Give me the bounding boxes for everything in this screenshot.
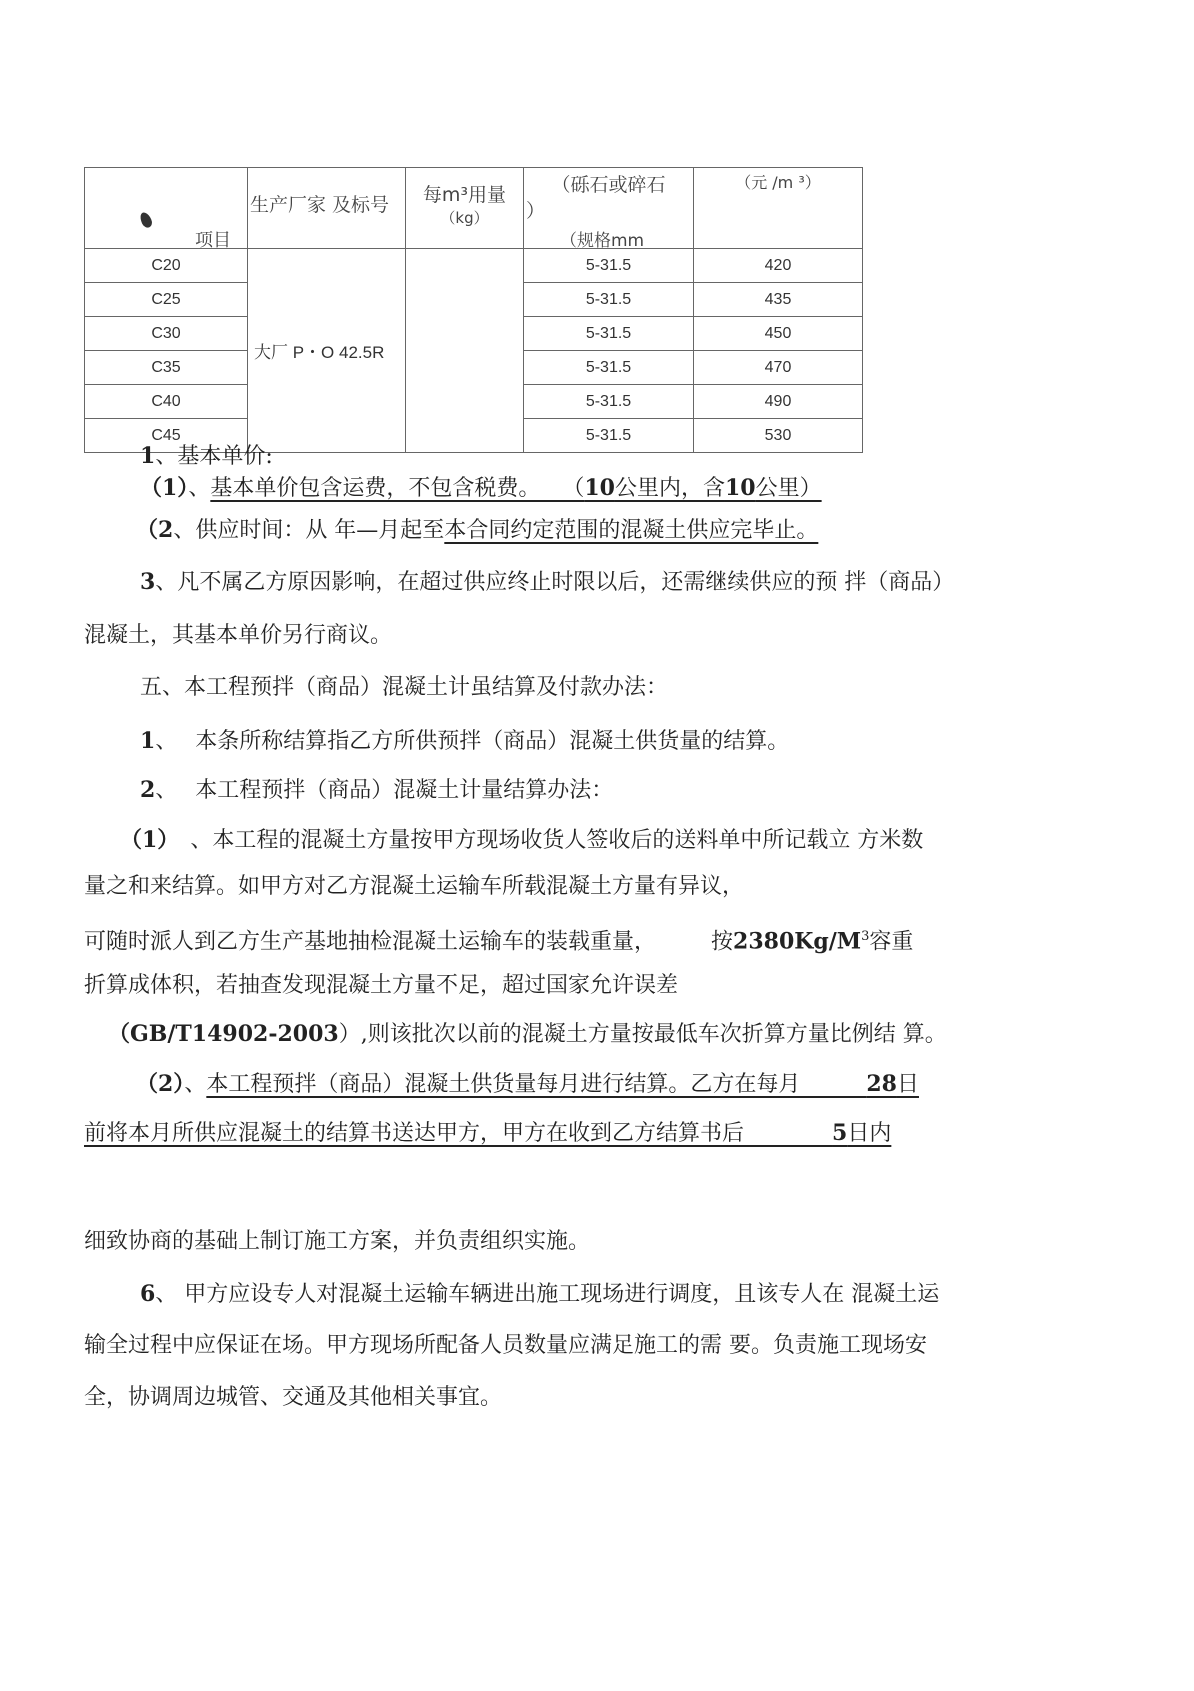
table-header-row: 项目 生产厂家 及标号 每m³用量 （kg） （砾石或碎石 ） （规格mm （元 /m ³） [85,168,863,249]
table-row: C30 5-31.5 450 [85,317,863,351]
header-usage: 每m³用量 [422,184,507,206]
usage-cell [406,249,524,453]
table-row: C40 5-31.5 490 [85,385,863,419]
clause-1-heading: 1、基本单价: [140,443,273,469]
ink-mark-icon [138,211,154,230]
paragraph-line: 前将本月所供应混凝土的结算书送达甲方，甲方在收到乙方结算书后 5日内 [84,1120,892,1146]
paragraph-line: （GB/T14902-2003）,则该批次以前的混凝土方量按最低车次折算方量比例结 算。 [108,1021,947,1047]
paragraph-line: 混凝土，其基本单价另行商议。 [84,623,393,648]
paragraph-line: 量之和来结算。如甲方对乙方混凝土运输车所载混凝土方量有异议， [84,874,745,899]
paragraph-line: 细致协商的基础上制订施工方案，并负责组织实施。 [84,1229,591,1254]
header-usage-unit: （kg） [440,209,489,227]
clause-1-2: （2、供应时间：从 年—月起至本合同约定范围的混凝土供应完毕止。 [136,517,819,543]
clause-5-2: 2、 本工程预拌（商品）混凝土计量结算办法： [140,777,614,803]
header-manufacturer: 生产厂家 及标号 [250,194,390,216]
header-item: 项目 [85,168,247,236]
clause-3: 3、凡不属乙方原因影响，在超过供应终止时限以后，还需继续供应的预 拌（商品） [140,569,955,595]
clause-1-1: （1）、基本单价包含运费，不包含税费。 （10公里内，含10公里） [140,475,822,501]
header-price: （元 /m ³） [735,173,821,192]
manufacturer-cell: 大厂 P・O 42.5R [248,249,406,453]
clause-5-2-2: （2）、本工程预拌（商品）混凝土供货量每月进行结算。乙方在每月 28日 [136,1071,919,1097]
paragraph-line: 折算成体积，若抽查发现混凝土方量不足，超过国家允许误差 [84,973,679,998]
table-row: C45 5-31.5 530 [85,419,863,453]
table-row: C25 5-31.5 435 [85,283,863,317]
header-aggregate: （砾石或碎石 [551,174,666,196]
section-5-heading: 五、本工程预拌（商品）混凝土计虽结算及付款办法： [140,675,669,700]
table-row: C35 5-31.5 470 [85,351,863,385]
clause-6: 6、 甲方应设专人对混凝土运输车辆进出施工现场进行调度，且该专人在 混凝土运 [140,1281,940,1307]
paragraph-line: 输全过程中应保证在场。甲方现场所配备人员数量应满足施工的需 要。负责施工现场安 [84,1333,927,1358]
clause-5-2-1: （1） 、本工程的混凝土方量按甲方现场收货人签收后的送料单中所记载立 方米数 [120,827,924,853]
paragraph-line: 可随时派人到乙方生产基地抽检混凝土运输车的装载重量， 按$2380Kg/M^3$容重 [84,928,914,955]
price-table [84,167,863,453]
clause-5-1: 1、 本条所称结算指乙方所供预拌（商品）混凝土供货量的结算。 [140,728,790,754]
paragraph-line: 全，协调周边城管、交通及其他相关事宜。 [84,1385,503,1410]
header-spec: （规格mm [560,231,645,251]
table-row: C20 大厂 P・O 42.5R 5-31.5 420 [85,249,863,283]
